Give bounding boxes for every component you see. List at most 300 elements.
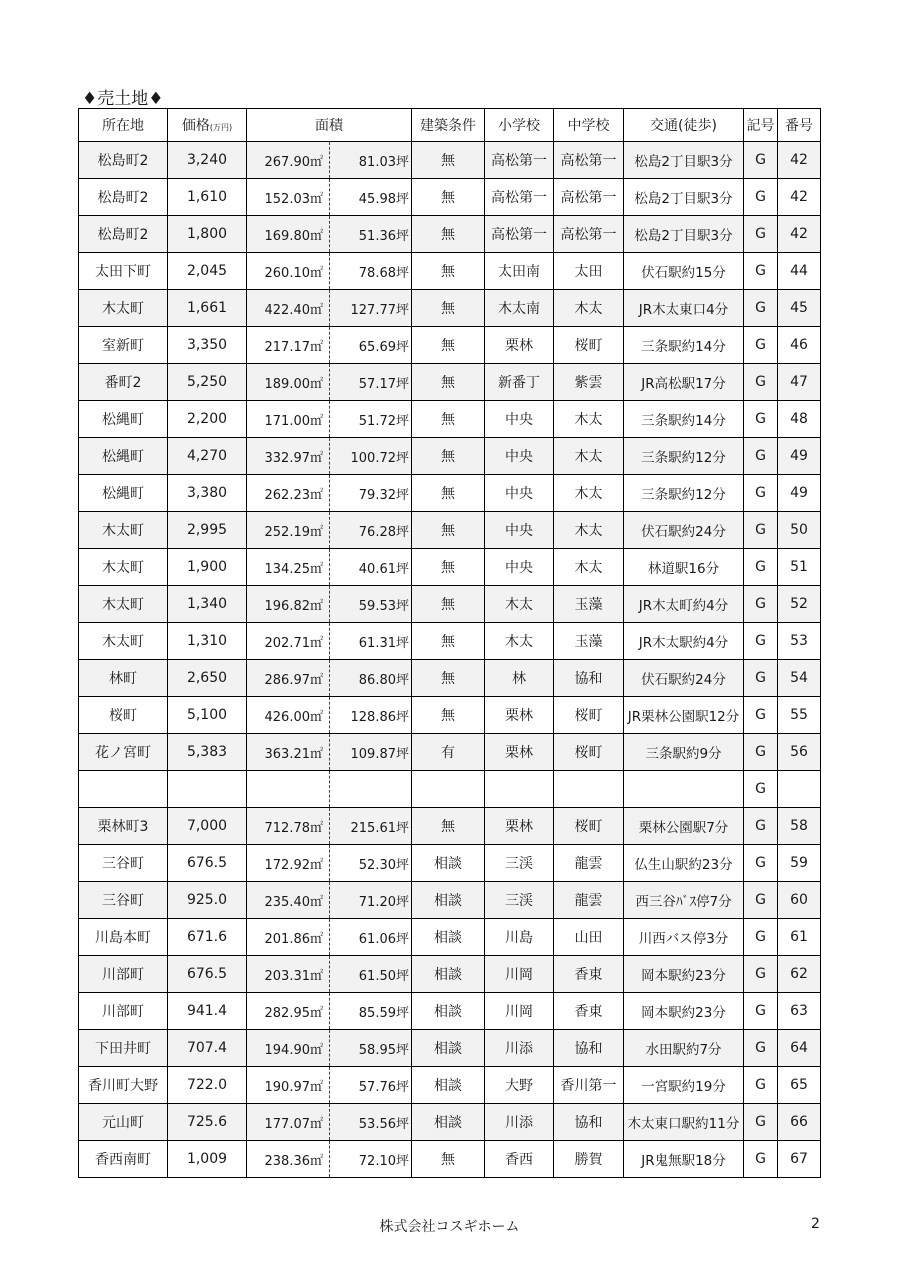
cell-area-sqm: 202.71㎡ <box>247 623 330 660</box>
cell-area-tsubo: 53.56坪 <box>330 1104 412 1141</box>
cell-number: 42 <box>778 216 821 253</box>
table-row <box>79 475 821 512</box>
cell-symbol: G <box>744 660 778 697</box>
cell-transport: 三条駅約14分 <box>624 401 744 438</box>
cell-building-condition: 相談 <box>412 1104 485 1141</box>
cell-area-sqm: 203.31㎡ <box>247 956 330 993</box>
cell-area-sqm: 262.23㎡ <box>247 475 330 512</box>
cell-number: 51 <box>778 549 821 586</box>
cell-transport: 三条駅約9分 <box>624 734 744 771</box>
cell-number: 66 <box>778 1104 821 1141</box>
cell-building-condition: 無 <box>412 142 485 179</box>
cell-price: 7,000 <box>168 808 247 845</box>
cell-transport: JR木太駅約4分 <box>624 623 744 660</box>
cell-location: 栗林町3 <box>79 808 168 845</box>
cell-symbol: G <box>744 179 778 216</box>
cell-transport: 岡本駅約23分 <box>624 956 744 993</box>
cell-location: 木太町 <box>79 586 168 623</box>
cell-junior-high-school: 山田 <box>554 919 624 956</box>
cell-symbol: G <box>744 808 778 845</box>
cell-symbol: G <box>744 364 778 401</box>
cell-price: 2,045 <box>168 253 247 290</box>
cell-location: 松縄町 <box>79 438 168 475</box>
table-row <box>79 1067 821 1104</box>
cell-price: 2,995 <box>168 512 247 549</box>
table-row <box>79 142 821 179</box>
cell-symbol: G <box>744 1141 778 1178</box>
cell-junior-high-school: 木太 <box>554 512 624 549</box>
cell-elementary-school: 川添 <box>485 1030 554 1067</box>
cell-building-condition: 無 <box>412 438 485 475</box>
cell-elementary-school: 太田南 <box>485 253 554 290</box>
cell-transport: 松島2丁目駅3分 <box>624 142 744 179</box>
cell-symbol: G <box>744 142 778 179</box>
cell-elementary-school: 栗林 <box>485 808 554 845</box>
table-row <box>79 216 821 253</box>
cell-location: 松縄町 <box>79 475 168 512</box>
cell-building-condition: 相談 <box>412 956 485 993</box>
cell-building-condition: 無 <box>412 475 485 512</box>
cell-elementary-school: 新番丁 <box>485 364 554 401</box>
cell-building-condition <box>412 771 485 808</box>
cell-junior-high-school: 木太 <box>554 549 624 586</box>
table-row <box>79 919 821 956</box>
cell-number: 61 <box>778 919 821 956</box>
cell-symbol: G <box>744 771 778 808</box>
cell-number: 64 <box>778 1030 821 1067</box>
cell-price: 707.4 <box>168 1030 247 1067</box>
cell-elementary-school: 木太 <box>485 623 554 660</box>
cell-number: 55 <box>778 697 821 734</box>
cell-elementary-school: 中央 <box>485 512 554 549</box>
cell-location: 松島町2 <box>79 142 168 179</box>
cell-area-sqm: 189.00㎡ <box>247 364 330 401</box>
cell-location: 三谷町 <box>79 845 168 882</box>
cell-area-tsubo: 86.80坪 <box>330 660 412 697</box>
table-row <box>79 623 821 660</box>
cell-number: 50 <box>778 512 821 549</box>
cell-building-condition: 無 <box>412 401 485 438</box>
cell-elementary-school: 川島 <box>485 919 554 956</box>
cell-transport: 伏石駅約24分 <box>624 512 744 549</box>
cell-location: 木太町 <box>79 290 168 327</box>
cell-building-condition: 無 <box>412 660 485 697</box>
header-number: 番号 <box>778 109 821 142</box>
cell-elementary-school: 高松第一 <box>485 142 554 179</box>
cell-elementary-school: 栗林 <box>485 734 554 771</box>
cell-number: 53 <box>778 623 821 660</box>
table-row <box>79 808 821 845</box>
cell-price: 3,350 <box>168 327 247 364</box>
cell-area-tsubo: 51.36坪 <box>330 216 412 253</box>
table-row <box>79 845 821 882</box>
cell-building-condition: 相談 <box>412 882 485 919</box>
header-transport: 交通(徒歩) <box>624 109 744 142</box>
cell-junior-high-school: 高松第一 <box>554 179 624 216</box>
cell-elementary-school: 木太南 <box>485 290 554 327</box>
cell-junior-high-school: 木太 <box>554 438 624 475</box>
cell-area-tsubo: 78.68坪 <box>330 253 412 290</box>
cell-area-tsubo: 59.53坪 <box>330 586 412 623</box>
cell-symbol: G <box>744 401 778 438</box>
cell-transport: 三条駅約12分 <box>624 438 744 475</box>
cell-area-sqm: 196.82㎡ <box>247 586 330 623</box>
cell-symbol: G <box>744 956 778 993</box>
cell-building-condition: 無 <box>412 290 485 327</box>
cell-junior-high-school: 高松第一 <box>554 142 624 179</box>
cell-transport: 松島2丁目駅3分 <box>624 216 744 253</box>
table-row <box>79 512 821 549</box>
cell-symbol: G <box>744 1104 778 1141</box>
header-junior-high-school: 中学校 <box>554 109 624 142</box>
cell-area-tsubo: 109.87坪 <box>330 734 412 771</box>
header-price <box>168 109 247 142</box>
cell-junior-high-school: 協和 <box>554 1104 624 1141</box>
header-location: 所在地 <box>79 109 168 142</box>
cell-price: 5,250 <box>168 364 247 401</box>
cell-area-sqm: 194.90㎡ <box>247 1030 330 1067</box>
page-number: 2 <box>811 1216 820 1232</box>
cell-area-sqm: 426.00㎡ <box>247 697 330 734</box>
cell-elementary-school: 中央 <box>485 438 554 475</box>
table-row <box>79 882 821 919</box>
table-row <box>79 401 821 438</box>
cell-transport: 伏石駅約15分 <box>624 253 744 290</box>
cell-price: 1,661 <box>168 290 247 327</box>
cell-junior-high-school: 龍雲 <box>554 845 624 882</box>
cell-elementary-school: 香西 <box>485 1141 554 1178</box>
cell-symbol: G <box>744 475 778 512</box>
cell-area-sqm: 235.40㎡ <box>247 882 330 919</box>
cell-location <box>79 771 168 808</box>
cell-symbol: G <box>744 253 778 290</box>
cell-area-tsubo: 51.72坪 <box>330 401 412 438</box>
cell-area-tsubo: 45.98坪 <box>330 179 412 216</box>
cell-number: 48 <box>778 401 821 438</box>
cell-area-tsubo: 61.50坪 <box>330 956 412 993</box>
cell-area-tsubo: 58.95坪 <box>330 1030 412 1067</box>
cell-number: 45 <box>778 290 821 327</box>
cell-number: 58 <box>778 808 821 845</box>
header-area: 面積 <box>247 109 412 142</box>
header-price-label: 価格 <box>181 118 210 134</box>
cell-elementary-school: 大野 <box>485 1067 554 1104</box>
cell-area-sqm: 252.19㎡ <box>247 512 330 549</box>
cell-elementary-school: 中央 <box>485 401 554 438</box>
cell-area-sqm: 190.97㎡ <box>247 1067 330 1104</box>
cell-transport: 西三谷ﾊﾞｽ停7分 <box>624 882 744 919</box>
cell-transport: 水田駅約7分 <box>624 1030 744 1067</box>
cell-location: 松島町2 <box>79 216 168 253</box>
cell-number: 52 <box>778 586 821 623</box>
cell-junior-high-school: 桜町 <box>554 734 624 771</box>
cell-elementary-school <box>485 771 554 808</box>
cell-area-tsubo: 128.86坪 <box>330 697 412 734</box>
cell-number: 65 <box>778 1067 821 1104</box>
cell-number: 46 <box>778 327 821 364</box>
cell-junior-high-school: 龍雲 <box>554 882 624 919</box>
cell-building-condition: 相談 <box>412 1030 485 1067</box>
cell-location: 松縄町 <box>79 401 168 438</box>
cell-building-condition: 無 <box>412 512 485 549</box>
cell-symbol: G <box>744 586 778 623</box>
cell-price: 3,240 <box>168 142 247 179</box>
header-building-condition: 建築条件 <box>412 109 485 142</box>
cell-number: 44 <box>778 253 821 290</box>
cell-junior-high-school <box>554 771 624 808</box>
cell-price: 4,270 <box>168 438 247 475</box>
cell-building-condition: 無 <box>412 697 485 734</box>
cell-transport: JR栗林公園駅12分 <box>624 697 744 734</box>
cell-price: 676.5 <box>168 845 247 882</box>
cell-building-condition: 無 <box>412 1141 485 1178</box>
cell-area-sqm: 217.17㎡ <box>247 327 330 364</box>
cell-symbol: G <box>744 882 778 919</box>
cell-symbol: G <box>744 549 778 586</box>
cell-number: 42 <box>778 179 821 216</box>
cell-building-condition: 無 <box>412 253 485 290</box>
cell-transport: 伏石駅約24分 <box>624 660 744 697</box>
cell-number: 67 <box>778 1141 821 1178</box>
cell-area-tsubo: 57.76坪 <box>330 1067 412 1104</box>
cell-transport: 林道駅16分 <box>624 549 744 586</box>
cell-area-sqm: 260.10㎡ <box>247 253 330 290</box>
header-symbol: 記号 <box>744 109 778 142</box>
cell-location: 三谷町 <box>79 882 168 919</box>
table-row <box>79 1104 821 1141</box>
cell-elementary-school: 栗林 <box>485 697 554 734</box>
cell-area-sqm: 363.21㎡ <box>247 734 330 771</box>
cell-symbol: G <box>744 327 778 364</box>
cell-symbol: G <box>744 845 778 882</box>
cell-building-condition: 有 <box>412 734 485 771</box>
table-row <box>79 253 821 290</box>
cell-transport: JR鬼無駅18分 <box>624 1141 744 1178</box>
cell-building-condition: 相談 <box>412 1067 485 1104</box>
cell-area-tsubo: 85.59坪 <box>330 993 412 1030</box>
table-row <box>79 697 821 734</box>
cell-elementary-school: 林 <box>485 660 554 697</box>
cell-elementary-school: 三渓 <box>485 845 554 882</box>
cell-price: 725.6 <box>168 1104 247 1141</box>
cell-symbol: G <box>744 438 778 475</box>
cell-symbol: G <box>744 734 778 771</box>
cell-junior-high-school: 香東 <box>554 956 624 993</box>
cell-elementary-school: 高松第一 <box>485 216 554 253</box>
cell-building-condition: 無 <box>412 549 485 586</box>
cell-area-tsubo: 72.10坪 <box>330 1141 412 1178</box>
footer-company-name: 株式会社コスギホーム <box>379 1219 520 1235</box>
table-row <box>79 438 821 475</box>
cell-junior-high-school: 協和 <box>554 660 624 697</box>
table-row <box>79 327 821 364</box>
cell-number: 60 <box>778 882 821 919</box>
cell-building-condition: 無 <box>412 364 485 401</box>
cell-number: 56 <box>778 734 821 771</box>
cell-area-tsubo: 65.69坪 <box>330 327 412 364</box>
cell-area-sqm: 152.03㎡ <box>247 179 330 216</box>
cell-symbol: G <box>744 697 778 734</box>
cell-junior-high-school: 協和 <box>554 1030 624 1067</box>
cell-symbol: G <box>744 919 778 956</box>
cell-location: 川島本町 <box>79 919 168 956</box>
cell-transport: JR木太町約4分 <box>624 586 744 623</box>
cell-building-condition: 無 <box>412 586 485 623</box>
cell-location: 木太町 <box>79 549 168 586</box>
cell-price: 671.6 <box>168 919 247 956</box>
table-row <box>79 956 821 993</box>
cell-price: 1,009 <box>168 1141 247 1178</box>
cell-price: 676.5 <box>168 956 247 993</box>
cell-number <box>778 771 821 808</box>
cell-building-condition: 無 <box>412 216 485 253</box>
cell-price: 1,310 <box>168 623 247 660</box>
cell-area-sqm <box>247 771 330 808</box>
cell-elementary-school: 川添 <box>485 1104 554 1141</box>
cell-price: 925.0 <box>168 882 247 919</box>
table-row <box>79 179 821 216</box>
cell-building-condition: 相談 <box>412 919 485 956</box>
cell-transport: 三条駅約12分 <box>624 475 744 512</box>
cell-junior-high-school: 木太 <box>554 475 624 512</box>
cell-area-tsubo: 40.61坪 <box>330 549 412 586</box>
cell-elementary-school: 木太 <box>485 586 554 623</box>
cell-transport: 木太東口駅約11分 <box>624 1104 744 1141</box>
cell-elementary-school: 中央 <box>485 549 554 586</box>
cell-price: 2,200 <box>168 401 247 438</box>
cell-area-sqm: 238.36㎡ <box>247 1141 330 1178</box>
cell-area-tsubo: 71.20坪 <box>330 882 412 919</box>
cell-elementary-school: 川岡 <box>485 956 554 993</box>
cell-number: 62 <box>778 956 821 993</box>
cell-junior-high-school: 香東 <box>554 993 624 1030</box>
cell-number: 54 <box>778 660 821 697</box>
cell-area-sqm: 267.90㎡ <box>247 142 330 179</box>
cell-area-tsubo: 57.17坪 <box>330 364 412 401</box>
cell-area-tsubo: 76.28坪 <box>330 512 412 549</box>
table-row <box>79 993 821 1030</box>
cell-area-sqm: 422.40㎡ <box>247 290 330 327</box>
cell-symbol: G <box>744 993 778 1030</box>
cell-elementary-school: 中央 <box>485 475 554 512</box>
table-header-row <box>79 109 821 142</box>
cell-elementary-school: 栗林 <box>485 327 554 364</box>
cell-area-sqm: 712.78㎡ <box>247 808 330 845</box>
table-row <box>79 660 821 697</box>
cell-transport: 川西バス停3分 <box>624 919 744 956</box>
cell-symbol: G <box>744 512 778 549</box>
cell-junior-high-school: 高松第一 <box>554 216 624 253</box>
cell-symbol: G <box>744 1030 778 1067</box>
header-elementary-school: 小学校 <box>485 109 554 142</box>
table-row <box>79 1141 821 1178</box>
cell-elementary-school: 三渓 <box>485 882 554 919</box>
cell-location: 川部町 <box>79 993 168 1030</box>
cell-junior-high-school: 太田 <box>554 253 624 290</box>
cell-transport: JR高松駅17分 <box>624 364 744 401</box>
cell-location: 香西南町 <box>79 1141 168 1178</box>
cell-area-sqm: 282.95㎡ <box>247 993 330 1030</box>
cell-location: 林町 <box>79 660 168 697</box>
cell-building-condition: 無 <box>412 179 485 216</box>
cell-price: 1,340 <box>168 586 247 623</box>
cell-location: 下田井町 <box>79 1030 168 1067</box>
cell-location: 太田下町 <box>79 253 168 290</box>
cell-number: 42 <box>778 142 821 179</box>
cell-transport <box>624 771 744 808</box>
cell-location: 桜町 <box>79 697 168 734</box>
cell-area-tsubo: 61.31坪 <box>330 623 412 660</box>
cell-junior-high-school: 香川第一 <box>554 1067 624 1104</box>
cell-price: 5,100 <box>168 697 247 734</box>
cell-number: 47 <box>778 364 821 401</box>
cell-junior-high-school: 勝賀 <box>554 1141 624 1178</box>
cell-price: 2,650 <box>168 660 247 697</box>
cell-location: 室新町 <box>79 327 168 364</box>
table-row <box>79 364 821 401</box>
cell-transport: 一宮駅約19分 <box>624 1067 744 1104</box>
header-price-unit: (万円) <box>209 123 233 132</box>
page-title: ♦売土地♦ <box>82 89 164 109</box>
cell-price: 5,383 <box>168 734 247 771</box>
cell-transport: 岡本駅約23分 <box>624 993 744 1030</box>
cell-price: 1,800 <box>168 216 247 253</box>
cell-price: 3,380 <box>168 475 247 512</box>
cell-building-condition: 無 <box>412 327 485 364</box>
cell-area-tsubo: 79.32坪 <box>330 475 412 512</box>
cell-area-tsubo: 81.03坪 <box>330 142 412 179</box>
cell-junior-high-school: 玉藻 <box>554 586 624 623</box>
cell-transport: JR木太東口4分 <box>624 290 744 327</box>
cell-area-tsubo: 215.61坪 <box>330 808 412 845</box>
cell-location: 元山町 <box>79 1104 168 1141</box>
cell-building-condition: 相談 <box>412 845 485 882</box>
table-row <box>79 771 821 808</box>
cell-area-tsubo <box>330 771 412 808</box>
cell-area-tsubo: 61.06坪 <box>330 919 412 956</box>
cell-elementary-school: 高松第一 <box>485 179 554 216</box>
cell-price: 1,900 <box>168 549 247 586</box>
cell-location: 花ノ宮町 <box>79 734 168 771</box>
table-row <box>79 734 821 771</box>
cell-location: 香川町大野 <box>79 1067 168 1104</box>
cell-number: 49 <box>778 475 821 512</box>
table-row <box>79 549 821 586</box>
cell-price <box>168 771 247 808</box>
cell-area-sqm: 169.80㎡ <box>247 216 330 253</box>
cell-transport: 三条駅約14分 <box>624 327 744 364</box>
cell-symbol: G <box>744 290 778 327</box>
cell-number: 49 <box>778 438 821 475</box>
cell-area-sqm: 134.25㎡ <box>247 549 330 586</box>
cell-area-tsubo: 127.77坪 <box>330 290 412 327</box>
table-row <box>79 586 821 623</box>
cell-location: 川部町 <box>79 956 168 993</box>
cell-building-condition: 無 <box>412 808 485 845</box>
cell-symbol: G <box>744 216 778 253</box>
table-row <box>79 290 821 327</box>
cell-transport: 栗林公園駅7分 <box>624 808 744 845</box>
cell-price: 941.4 <box>168 993 247 1030</box>
cell-location: 番町2 <box>79 364 168 401</box>
cell-area-sqm: 171.00㎡ <box>247 401 330 438</box>
cell-junior-high-school: 木太 <box>554 401 624 438</box>
cell-area-sqm: 172.92㎡ <box>247 845 330 882</box>
cell-junior-high-school: 桜町 <box>554 697 624 734</box>
cell-transport: 仏生山駅約23分 <box>624 845 744 882</box>
cell-junior-high-school: 紫雲 <box>554 364 624 401</box>
cell-location: 木太町 <box>79 623 168 660</box>
